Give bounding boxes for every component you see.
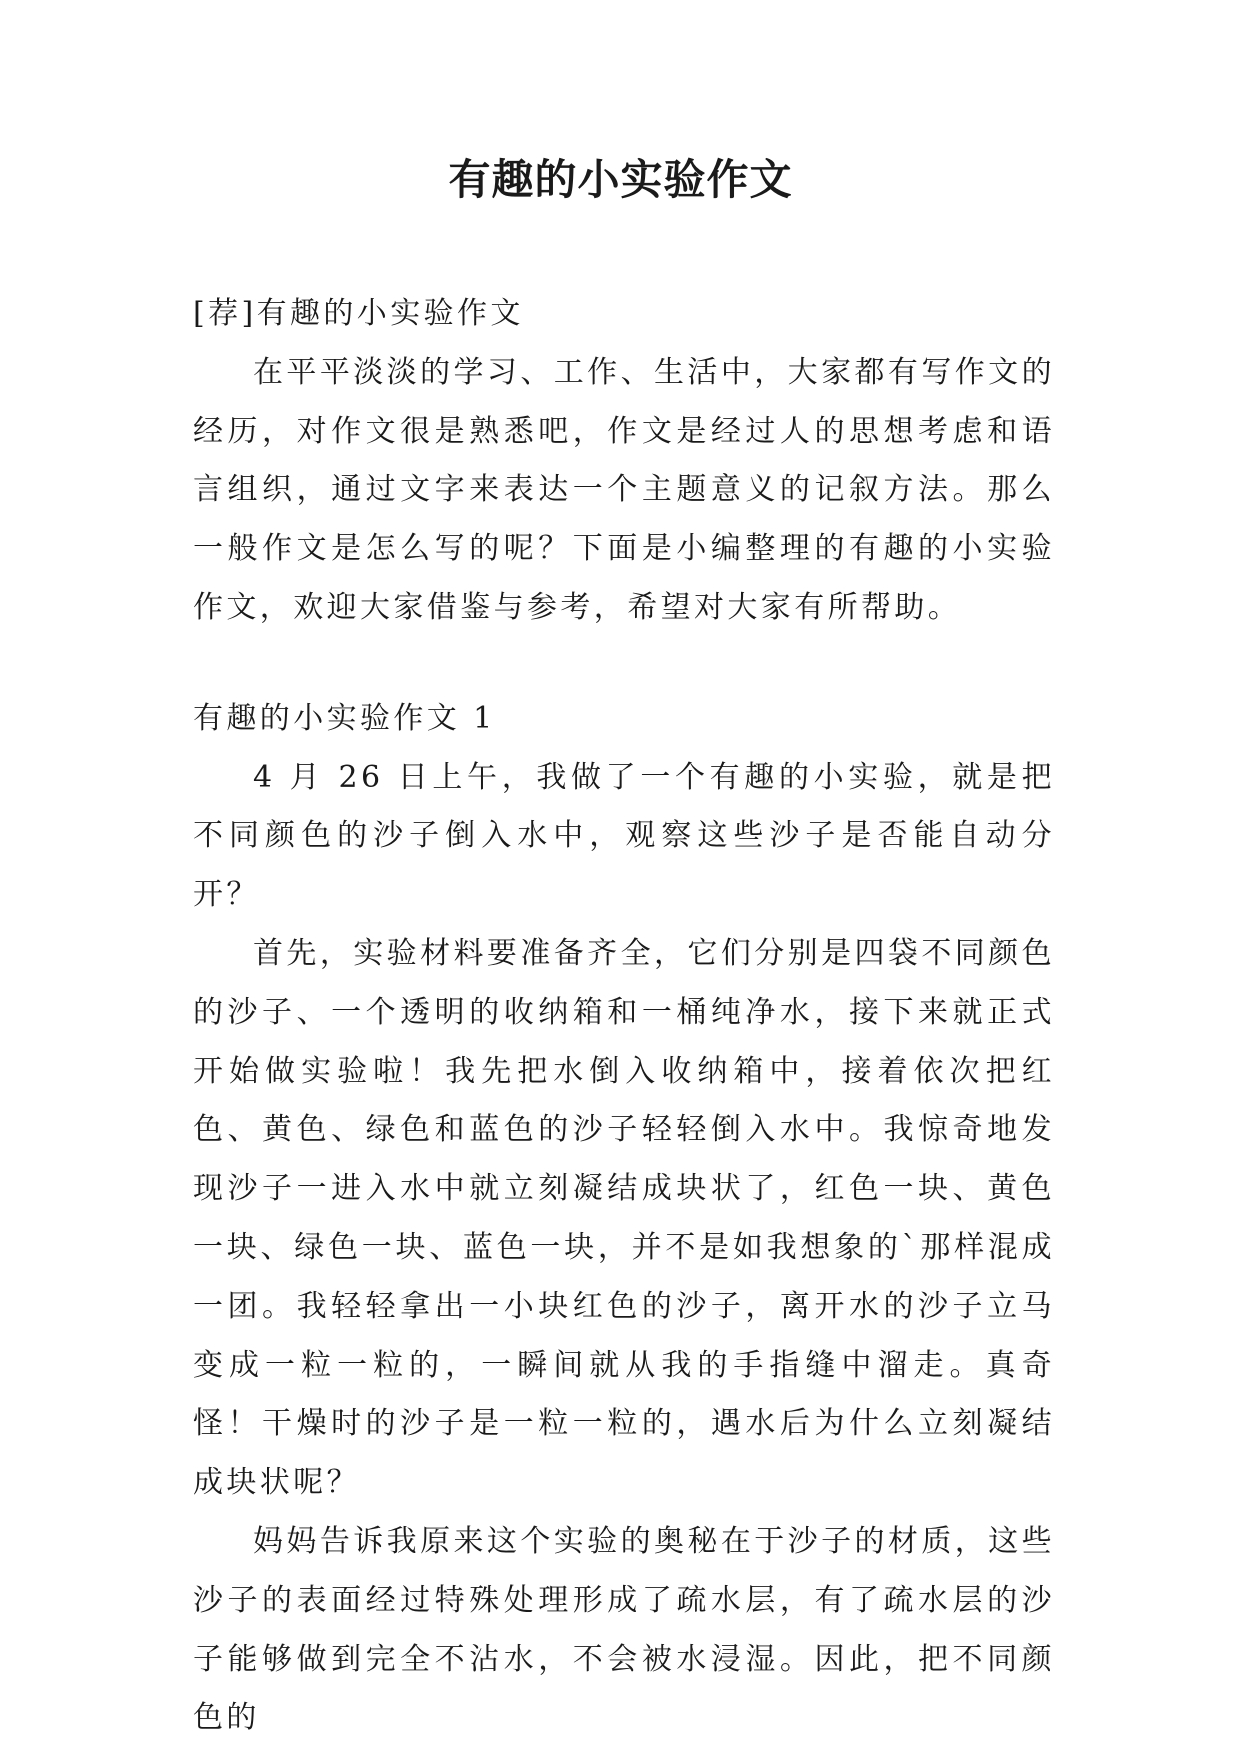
document-body — [193, 285, 1055, 1748]
body-paragraph-2: 首先，实验材料要准备齐全，它们分别是四袋不同颜色的沙子、一个透明的收纳箱和一桶纯净水，接下来就正式开始做实验啦！我先把水倒入收纳箱中，接着依次把红色、黄色、绿色和蓝色的沙子轻轻倒入水中。我惊奇地发现沙子一进入水中就立刻凝结成块状了，红色一块、黄色一块、绿色一块、蓝色一块，并不是如我想象的`那样混成一团。我轻轻拿出一小块红色的沙子，离开水的沙子立马变成一粒一粒的，一瞬间就从我的手指缝中溜走。真奇怪！干燥时的沙子是一粒一粒的，遇水后为什么立刻凝结成块状呢？ — [193, 935, 1055, 1501]
intro-paragraph: 在平平淡淡的学习、工作、生活中，大家都有写作文的经历，对作文很是熟悉吧，作文是经过人的思想考虑和语言组织，通过文字来表达一个主题意义的记叙方法。那么一般作文是怎么写的呢？下面是小编整理的有趣的小实验作文，欢迎大家借鉴与参考，希望对大家有所帮助。 — [193, 354, 1055, 625]
body-paragraph-1: 4 月 26 日上午，我做了一个有趣的小实验，就是把不同颜色的沙子倒入水中，观察这些沙子是否能自动分开？ — [193, 759, 1055, 913]
document-subtitle: [荐]有趣的小实验作文 — [193, 296, 524, 331]
document-title: 有趣的小实验作文 — [448, 155, 793, 204]
section-spacer — [193, 638, 1055, 690]
body-paragraph-3: 妈妈告诉我原来这个实验的奥秘在于沙子的材质，这些沙子的表面经过特殊处理形成了疏水层，有了疏水层的沙子能够做到完全不沾水，不会被水浸湿。因此，把不同颜色的 — [193, 1523, 1055, 1736]
section-heading: 有趣的小实验作文 1 — [193, 700, 496, 736]
